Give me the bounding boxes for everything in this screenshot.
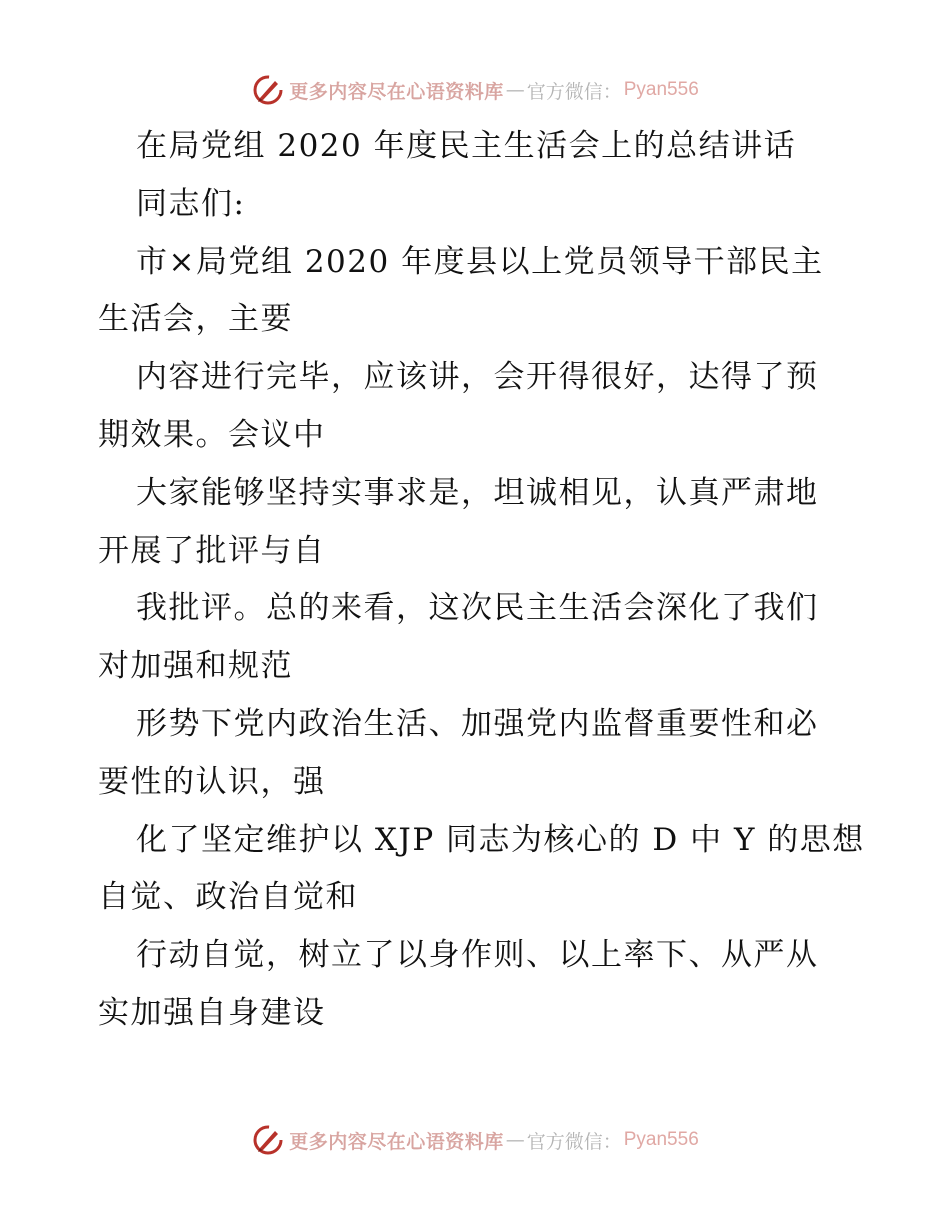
pen-swirl-logo-icon <box>251 1123 285 1157</box>
banner-separator: — <box>505 79 525 101</box>
paragraph-line: 大家能够坚持实事求是，坦诚相见，认真严肃地 <box>136 474 819 511</box>
paragraph-line: 生活会，主要 <box>98 301 293 338</box>
banner-wechat-id: Pyan556 <box>623 1129 699 1150</box>
footer-banner <box>0 1120 950 1160</box>
banner-wechat-label: 官方微信： <box>526 80 622 103</box>
paragraph-line: 行动自觉，树立了以身作则、以上率下、从严从 <box>136 937 819 974</box>
paragraph-line: 要性的认识，强 <box>98 763 326 800</box>
paragraph-line: 我批评。总的来看，这次民主生活会深化了我们 <box>136 590 819 627</box>
paragraph-line: 对加强和规范 <box>98 648 293 685</box>
paragraph-line: 开展了批评与自 <box>98 532 326 569</box>
paragraph-line: 自觉、政治自觉和 <box>98 879 358 916</box>
paragraph-line: 实加强自身建设 <box>98 994 326 1031</box>
document-title: 在局党组 2020 年度民主生活会上的总结讲话 <box>136 128 797 164</box>
paragraph-line: 形势下党内政治生活、加强党内监督重要性和必 <box>136 705 819 742</box>
paragraph-line: 期效果。会议中 <box>98 416 326 453</box>
salutation: 同志们: <box>136 185 246 222</box>
banner-main-text: 更多内容尽在心语资料库 <box>289 1130 504 1153</box>
header-banner <box>0 70 950 110</box>
pen-swirl-logo-icon <box>251 73 285 107</box>
paragraph-line: 化了坚定维护以 XJP 同志为核心的 D 中 Y 的思想 <box>136 821 865 858</box>
document-body <box>98 118 865 1043</box>
banner-wechat-label: 官方微信： <box>526 1130 622 1153</box>
banner-wechat-id: Pyan556 <box>623 79 699 100</box>
banner-main-text: 更多内容尽在心语资料库 <box>289 80 504 103</box>
paragraph-line: 内容进行完毕，应该讲，会开得很好，达得了预 <box>136 359 819 396</box>
banner-separator: — <box>505 1129 525 1151</box>
paragraph-line: 市×局党组 2020 年度县以上党员领导干部民主 <box>136 243 824 280</box>
